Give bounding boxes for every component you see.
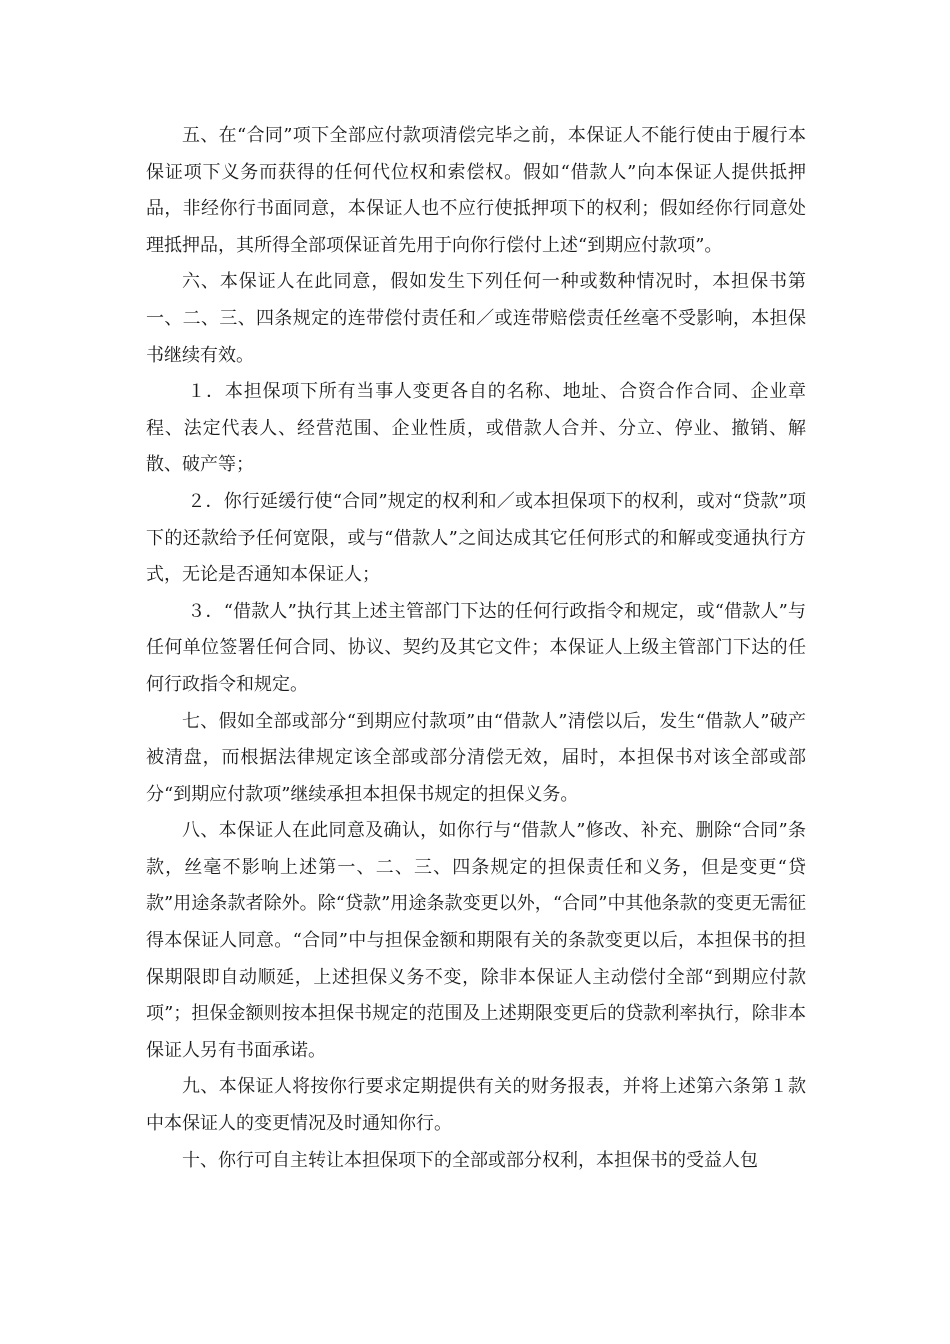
clause-9-paragraph: 九、本保证人将按你行要求定期提供有关的财务报表，并将上述第六条第１款中本保证人的变更情况及时通知你行。 [146,1076,806,1135]
clause-6-paragraph: 六、本保证人在此同意，假如发生下列任何一种或数种情况时，本担保书第一、二、三、四条规定的连带偿付责任和／或连带赔偿责任丝毫不受影响，本担保书继续有效。 [146,271,806,366]
clause-7-paragraph: 七、假如全部或部分“到期应付款项”由“借款人”清偿以后，发生“借款人”破产被清盘，而根据法律规定该全部或部分清偿无效，届时，本担保书对该全部或部分“到期应付款项”继续承担本担保书规定的担保义务。 [146,710,806,805]
clause-6-item-1-paragraph: １．本担保项下所有当事人变更各自的名称、地址、合资合作合同、企业章程、法定代表人、经营范围、企业性质，或借款人合并、分立、停业、撤销、解散、破产等； [146,381,806,476]
clause-8-paragraph: 八、本保证人在此同意及确认，如你行与“借款人”修改、补充、删除“合同”条款，丝毫不影响上述第一、二、三、四条规定的担保责任和义务，但是变更“贷款”用途条款者除外。除“贷款”用途条款变更以外，“合同”中其他条款的变更无需征得本保证人同意。“合同”中与担保金额和期限有关的条款变更以后，本担保书的担保期限即自动顺延，上述担保义务不变，除非本保证人主动偿付全部“到期应付款项”；担保金额则按本担保书规定的范围及上述期限变更后的贷款利率执行，除非本保证人另有书面承诺。 [146,820,806,1061]
clause-10-paragraph: 十、你行可自主转让本担保项下的全部或部分权利，本担保书的受益人包 [182,1149,758,1171]
clause-6-item-2-paragraph: ２．你行延缓行使“合同”规定的权利和／或本担保项下的权利，或对“贷款”项下的还款给予任何宽限，或与“借款人”之间达成其它任何形式的和解或变通执行方式，无论是否通知本保证人； [146,490,806,586]
clause-6-item-3-paragraph: ３．“借款人”执行其上述主管部门下达的任何行政指令和规定，或“借款人”与任何单位签署任何合同、协议、契约及其它文件；本保证人上级主管部门下达的任何行政指令和规定。 [146,600,806,695]
document-body [146,118,806,1179]
clause-5-paragraph: 五、在“合同”项下全部应付款项清偿完毕之前，本保证人不能行使由于履行本保证项下义务而获得的任何代位权和索偿权。假如“借款人”向本保证人提供抵押品，非经你行书面同意，本保证人也不应行使抵押项下的权利；假如经你行同意处理抵押品，其所得全部项保证首先用于向你行偿付上述“到期应付款项”。 [146,125,806,256]
